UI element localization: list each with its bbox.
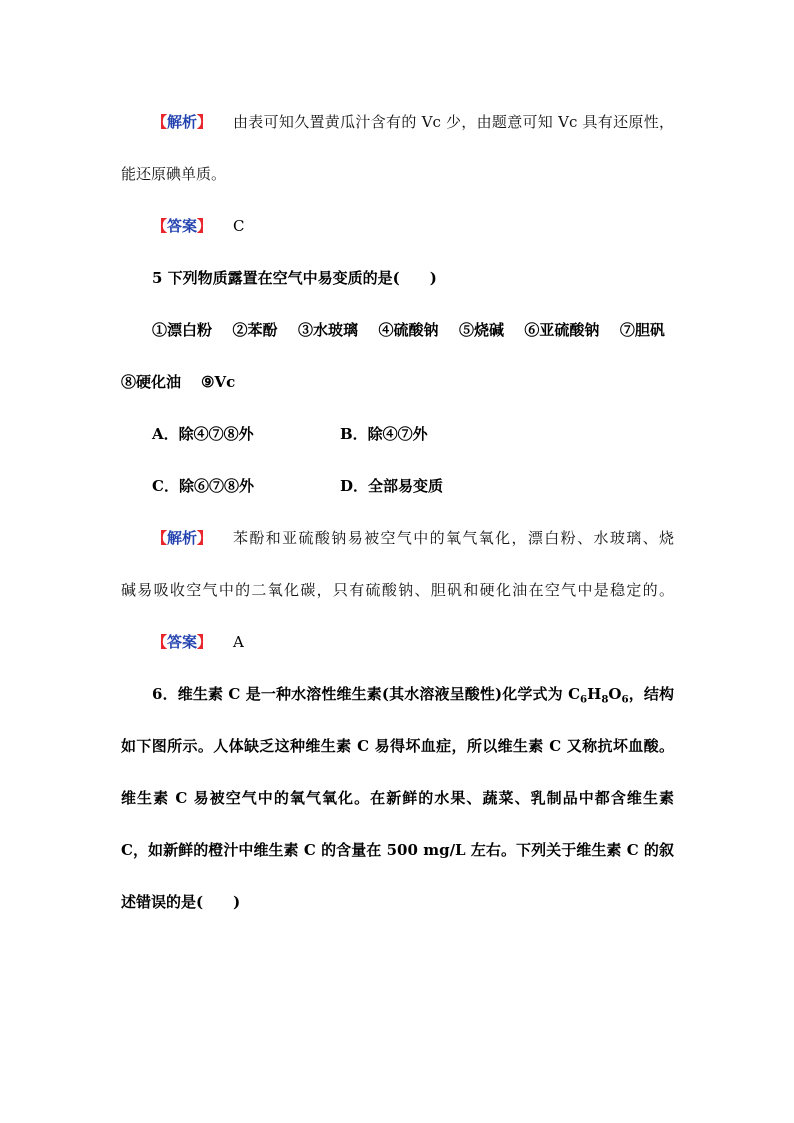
formula-subscript: 6 — [621, 693, 629, 706]
q4-analysis-line-1 — [121, 96, 674, 148]
list-item: ⑦胆矾 — [619, 321, 665, 339]
list-item: ⑥亚硫酸钠 — [524, 321, 600, 339]
q5-options-row-2 — [121, 460, 674, 512]
formula-element: H — [587, 685, 602, 703]
answer-value: A — [233, 633, 244, 651]
q4-answer — [121, 200, 674, 252]
option-a: A．除④⑦⑧外 — [152, 425, 254, 443]
label-bracket-close: 】 — [197, 529, 213, 547]
answer-label — [152, 632, 233, 652]
answer-value: C — [233, 217, 245, 235]
question-stem: 如下图所示。人体缺乏这种维生素 C 易得坏血症，所以维生素 C 又称抗坏血酸。 — [121, 737, 674, 755]
item-list — [152, 320, 674, 340]
label-bracket-close: 】 — [197, 217, 213, 235]
q5-items-line-2 — [121, 356, 674, 408]
label-bracket-open: 【 — [152, 113, 168, 131]
label-bracket-open: 【 — [152, 217, 168, 235]
analysis-label — [152, 528, 233, 548]
label-text: 解析 — [167, 113, 198, 131]
q5-options-row-1 — [121, 408, 674, 460]
formula-subscript: 8 — [601, 693, 609, 706]
q6-line-5 — [121, 876, 674, 928]
list-item: ⑤烧碱 — [458, 321, 504, 339]
list-item: ③水玻璃 — [297, 321, 358, 339]
analysis-text: 由表可知久置黄瓜汁含有的 Vc 少，由题意可知 Vc 具有还原性， — [233, 113, 674, 131]
q6-line-4 — [121, 824, 674, 876]
option-c: C．除⑥⑦⑧外 — [152, 477, 254, 495]
question-stem: 5 下列物质露置在空气中易变质的是( ) — [152, 269, 437, 287]
list-item: ④硫酸钠 — [378, 321, 439, 339]
option-d: D．全部易变质 — [340, 477, 444, 495]
label-bracket-close: 】 — [197, 633, 213, 651]
label-text: 解析 — [167, 529, 198, 547]
label-text: 答案 — [167, 633, 198, 651]
stem-text: ，结构 — [628, 685, 674, 703]
q5-items-line-1 — [121, 304, 674, 356]
formula-element: O — [608, 685, 622, 703]
list-item: ②苯酚 — [232, 321, 278, 339]
question-stem: 述错误的是( ) — [121, 893, 241, 911]
q4-analysis-line-2 — [121, 148, 674, 200]
list-item: ①漂白粉 — [152, 321, 213, 339]
label-bracket-close: 】 — [197, 113, 213, 131]
analysis-text: 苯酚和亚硫酸钠易被空气中的氧气氧化，漂白粉、水玻璃、烧 — [233, 529, 674, 547]
label-bracket-open: 【 — [152, 529, 168, 547]
item-list — [121, 372, 235, 392]
list-item: ⑧硬化油 — [121, 373, 182, 391]
list-item: ⑨Vc — [201, 373, 236, 391]
q6-line-1 — [121, 668, 674, 720]
answer-label — [152, 216, 233, 236]
q5-analysis-line-1 — [121, 512, 674, 564]
analysis-label — [152, 112, 233, 132]
q5-answer — [121, 616, 674, 668]
q5-stem — [121, 252, 674, 304]
option-b: B．除④⑦外 — [340, 425, 428, 443]
stem-text: 6．维生素 C 是一种水溶性维生素(其水溶液呈酸性)化学式为 C — [152, 685, 581, 703]
label-text: 答案 — [167, 217, 198, 235]
analysis-text: 碱易吸收空气中的二氧化碳，只有硫酸钠、胆矾和硬化油在空气中是稳定的。 — [121, 581, 674, 599]
q6-line-2 — [121, 720, 674, 772]
document-body — [121, 96, 674, 928]
q6-line-3 — [121, 772, 674, 824]
label-bracket-open: 【 — [152, 633, 168, 651]
formula-subscript: 6 — [580, 693, 588, 706]
question-stem: C，如新鲜的橙汁中维生素 C 的含量在 500 mg/L 左右。下列关于维生素 C 的叙 — [121, 841, 674, 859]
q5-analysis-line-2 — [121, 564, 674, 616]
analysis-text: 能还原碘单质。 — [121, 165, 227, 183]
question-stem — [152, 684, 674, 704]
question-stem: 维生素 C 易被空气中的氧气氧化。在新鲜的水果、蔬菜、乳制品中都含维生素 — [121, 789, 674, 807]
